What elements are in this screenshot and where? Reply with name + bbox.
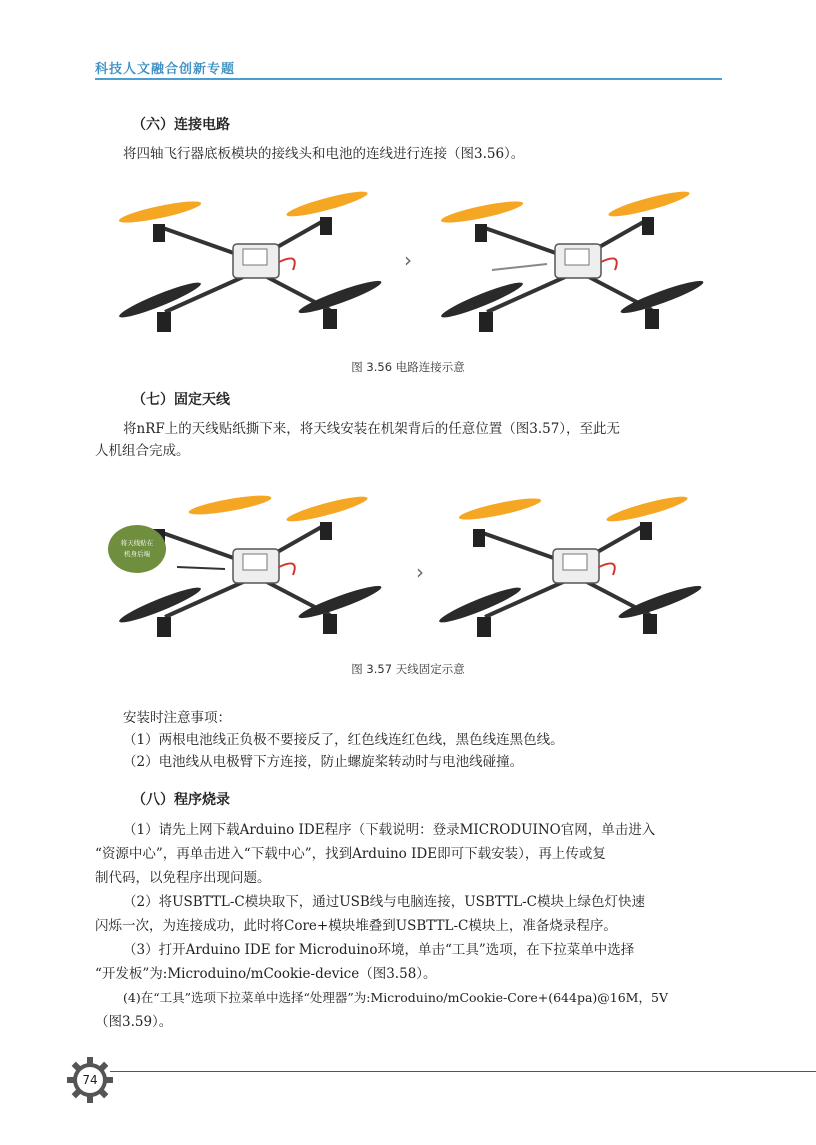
section-7-text (95, 418, 722, 462)
figure-3-57 (105, 482, 705, 652)
propeller-front-left (118, 197, 203, 226)
header-title: 科技人文融合创新专题 (95, 62, 236, 77)
propeller-front-left (188, 492, 273, 518)
bubble-line: 机身后端 (124, 550, 150, 558)
section-6-text: 将四轴飞行器底板模块的接线头和电池的连线进行连接（图3.56）。 (123, 146, 525, 162)
figure-3-57-arrow: › (416, 560, 424, 584)
drone-after (439, 187, 705, 332)
propeller-rear-right (617, 581, 704, 622)
propeller-rear-right (297, 581, 384, 622)
section-6-heading: （六）连接电路 (132, 117, 230, 133)
text-line: （2）将USBTTL-C模块取下，通过USB线与电脑连接，USBTTL-C模块上绿色灯快速 (123, 894, 645, 910)
drone-before (117, 187, 383, 332)
text-line: “开发板”为:Microduino/mCookie-device（图3.58）。 (95, 966, 437, 982)
text-line: （1）请先上网下载Arduino IDE程序（下载说明：登录MICRODUINO官网，单击进入 (123, 822, 656, 838)
drone-after (437, 492, 703, 637)
figure-3-57-caption: 图 3.57 天线固定示意 (351, 662, 465, 676)
propeller-front-right (285, 187, 369, 220)
text-line: (4)在“工具”选项下拉菜单中选择“处理器”为:Microduino/mCookie-Core+(644pa)@16M，5V (123, 990, 668, 1005)
text-line: （图3.59）。 (95, 1014, 173, 1030)
text-line: 闪烁一次，为连接成功，此时将Core+模块堆叠到USBTTL-C模块上，准备烧录程序。 (95, 918, 617, 934)
notes-item: （2）电池线从电极臂下方连接，防止螺旋桨转动时与电池线碰撞。 (123, 754, 524, 770)
propeller-rear-right (297, 276, 384, 317)
page-number: 74 (82, 1073, 98, 1087)
battery-wire (492, 264, 547, 270)
propeller-front-right (605, 492, 689, 525)
text-line: （3）打开Arduino IDE for Microduino环境，单击“工具”选项，在下拉菜单中选择 (123, 942, 635, 958)
section-7-heading: （七）固定天线 (132, 392, 230, 408)
notes-block (95, 707, 722, 773)
notes-title: 安装时注意事项： (123, 710, 231, 726)
propeller-front-right (285, 492, 369, 525)
text-line: 制代码，以免程序出现问题。 (95, 870, 271, 886)
speech-bubble (108, 525, 166, 573)
propeller-front-left (458, 494, 543, 523)
text-line: 人机组合完成。 (95, 443, 190, 459)
propeller-front-right (607, 187, 691, 220)
propeller-rear-right (619, 276, 705, 317)
notes-item: （1）两根电池线正负极不要接反了，红色线连红色线，黑色线连黑色线。 (123, 732, 564, 748)
text-line: “资源中心”，再单击进入“下载中心”，找到Arduino IDE即可下载安装），再上传或复 (95, 846, 606, 862)
text-line: 将nRF上的天线贴纸撕下来，将天线安装在机架背后的任意位置（图3.57），至此无 (123, 421, 621, 437)
header-rule (95, 78, 722, 80)
section-8-text (95, 818, 722, 1034)
figure-3-56-caption: 图 3.56 电路连接示意 (351, 360, 465, 374)
figure-3-56-arrow: › (404, 248, 412, 272)
antenna (177, 567, 225, 569)
footer-rule (110, 1071, 816, 1072)
section-8-heading: （八）程序烧录 (132, 792, 230, 808)
bubble-line: 将天线贴在 (120, 539, 154, 547)
propeller-front-left (440, 197, 525, 226)
